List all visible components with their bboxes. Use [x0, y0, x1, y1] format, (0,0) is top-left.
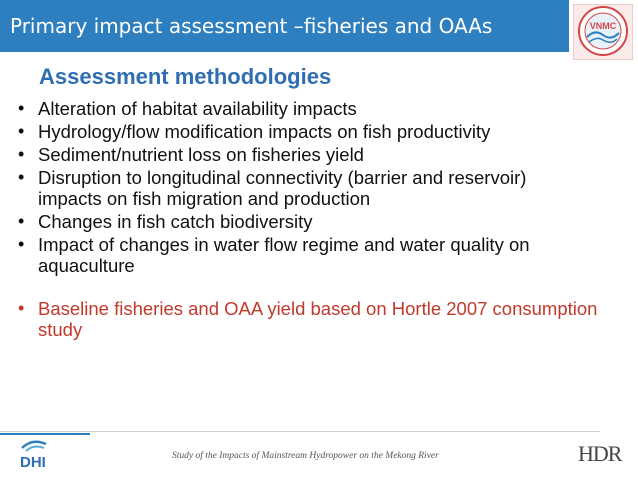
- list-item-text: Alteration of habitat availability impacts: [38, 98, 357, 119]
- dhi-logo-icon: [16, 438, 66, 470]
- vnmc-logo: [569, 0, 638, 63]
- bullet-glyph: •: [18, 144, 25, 164]
- list-item: [0, 144, 625, 165]
- bullet-glyph: •: [18, 211, 25, 231]
- dhi-logo: [16, 438, 66, 475]
- list-item: [0, 98, 625, 119]
- highlight-list-item: [0, 298, 625, 340]
- list-item-text: Sediment/nutrient loss on fisheries yield: [38, 144, 364, 165]
- list-item-text: Disruption to longitudinal connectivity (barrier and reservoir) impacts on fish migration and production: [38, 167, 527, 209]
- list-item: [0, 234, 625, 276]
- bullet-glyph: •: [18, 234, 25, 254]
- slide-title: Primary impact assessment –fisheries and OAAs: [0, 0, 569, 52]
- list-item: [0, 121, 625, 142]
- highlight-item-text: Baseline fisheries and OAA yield based on Hortle 2007 consumption study: [38, 298, 598, 340]
- footer-accent-line: [0, 433, 90, 435]
- list-item: [0, 211, 625, 232]
- bullet-glyph: •: [18, 167, 25, 187]
- bullet-list: [0, 98, 625, 342]
- dhi-logo-text: DHI: [20, 454, 46, 470]
- bullet-glyph: •: [18, 298, 25, 318]
- bullet-glyph: •: [18, 121, 25, 141]
- hdr-logo: HDR: [578, 441, 622, 466]
- list-item-text: Changes in fish catch biodiversity: [38, 211, 313, 232]
- list-item-text: Hydrology/flow modification impacts on fish productivity: [38, 121, 491, 142]
- list-item: [0, 167, 625, 209]
- footer-study-text: Study of the Impacts of Mainstream Hydropower on the Mekong River: [172, 451, 439, 461]
- footer-divider: [0, 431, 600, 432]
- section-subtitle: Assessment methodologies: [39, 64, 332, 89]
- list-item-text: Impact of changes in water flow regime and water quality on aquaculture: [38, 234, 530, 276]
- list-spacer: [0, 278, 625, 296]
- bullet-glyph: •: [18, 98, 25, 118]
- logo-text: VNMC: [589, 21, 617, 31]
- vnmc-emblem-icon: [573, 4, 633, 60]
